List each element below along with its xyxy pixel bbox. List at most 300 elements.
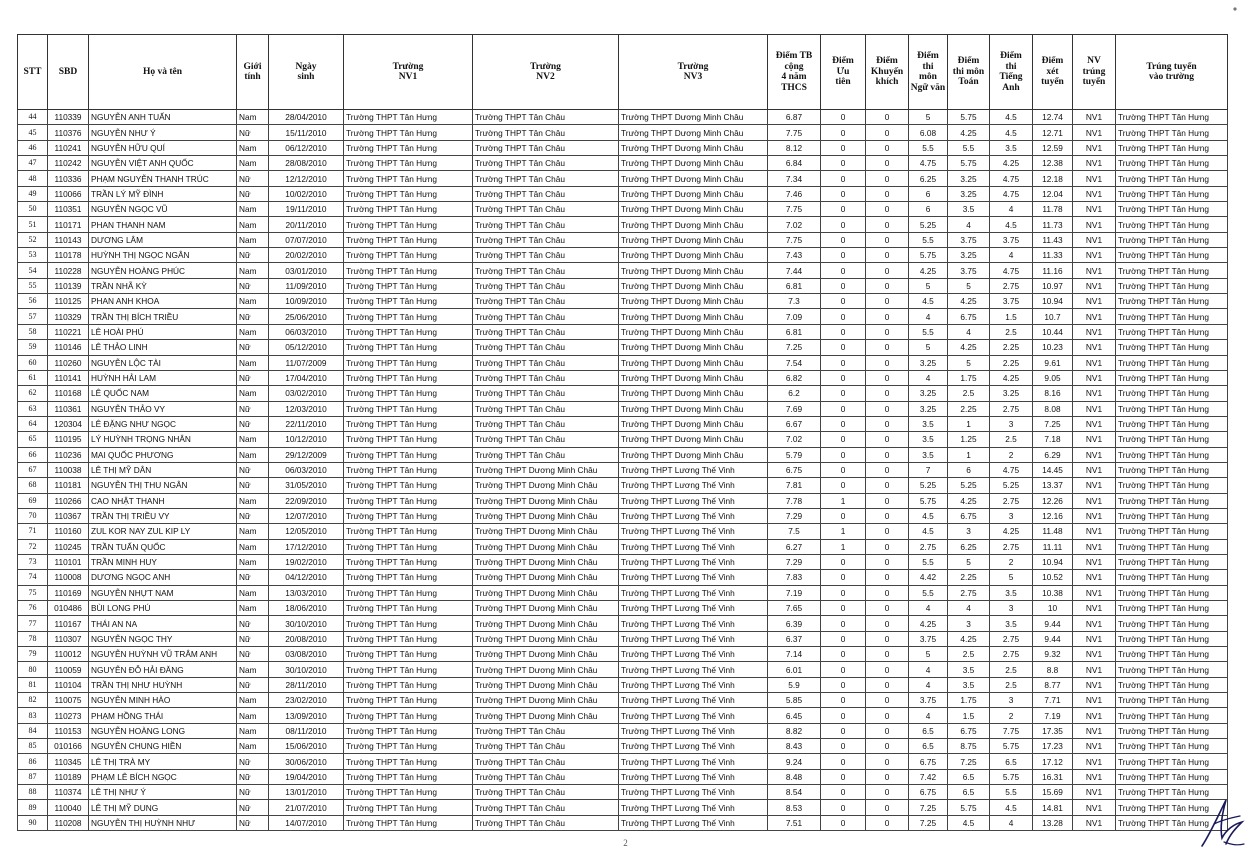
cell-avg-score: 7.19	[768, 585, 821, 600]
cell-total-score: 10.97	[1033, 278, 1073, 293]
cell-dob: 30/10/2010	[269, 662, 344, 677]
cell-stt: 87	[18, 769, 48, 784]
cell-stt: 89	[18, 800, 48, 815]
cell-sbd: 110125	[48, 294, 89, 309]
cell-nv2: Trường THPT Tân Châu	[473, 309, 619, 324]
cell-literature-score: 6.75	[909, 754, 948, 769]
cell-nv1: Trường THPT Tân Hưng	[344, 202, 473, 217]
cell-admitted-choice: NV1	[1073, 462, 1116, 477]
cell-nv2: Trường THPT Dương Minh Châu	[473, 677, 619, 692]
cell-dob: 06/12/2010	[269, 140, 344, 155]
cell-nv2: Trường THPT Tân Châu	[473, 110, 619, 125]
cell-admitted-choice: NV1	[1073, 156, 1116, 171]
cell-math-score: 6.5	[948, 785, 990, 800]
cell-bonus-score: 0	[866, 647, 909, 662]
cell-dob: 22/09/2010	[269, 493, 344, 508]
cell-math-score: 6.75	[948, 723, 990, 738]
cell-math-score: 1	[948, 416, 990, 431]
cell-nv1: Trường THPT Tân Hưng	[344, 585, 473, 600]
cell-total-score: 12.18	[1033, 171, 1073, 186]
cell-literature-score: 4	[909, 677, 948, 692]
cell-stt: 67	[18, 462, 48, 477]
cell-sbd: 110242	[48, 156, 89, 171]
table-row	[18, 585, 1228, 600]
cell-total-score: 12.59	[1033, 140, 1073, 155]
cell-stt: 49	[18, 186, 48, 201]
cell-nv1: Trường THPT Tân Hưng	[344, 263, 473, 278]
cell-priority-score: 0	[821, 401, 866, 416]
header-dob: Ngày sinh	[269, 35, 344, 110]
cell-literature-score: 5	[909, 647, 948, 662]
cell-bonus-score: 0	[866, 432, 909, 447]
cell-nv1: Trường THPT Tân Hưng	[344, 631, 473, 646]
cell-bonus-score: 0	[866, 202, 909, 217]
cell-bonus-score: 0	[866, 493, 909, 508]
cell-dob: 17/04/2010	[269, 370, 344, 385]
cell-gender: Nữ	[237, 815, 269, 830]
cell-admitted-choice: NV1	[1073, 232, 1116, 247]
cell-gender: Nam	[237, 524, 269, 539]
cell-dob: 19/02/2010	[269, 554, 344, 569]
cell-math-score: 4	[948, 217, 990, 232]
table-header	[18, 35, 1228, 110]
cell-name: LÊ THỊ MỸ DUNG	[89, 800, 237, 815]
cell-admitted-school: Trường THPT Tân Hưng	[1116, 355, 1228, 370]
cell-math-score: 6	[948, 462, 990, 477]
cell-nv3: Trường THPT Dương Minh Châu	[619, 263, 768, 278]
cell-total-score: 9.44	[1033, 631, 1073, 646]
cell-name: DƯƠNG LÂM	[89, 232, 237, 247]
cell-priority-score: 0	[821, 462, 866, 477]
cell-admitted-choice: NV1	[1073, 815, 1116, 830]
cell-priority-score: 0	[821, 263, 866, 278]
cell-total-score: 8.8	[1033, 662, 1073, 677]
cell-nv2: Trường THPT Tân Châu	[473, 785, 619, 800]
cell-gender: Nữ	[237, 186, 269, 201]
cell-bonus-score: 0	[866, 754, 909, 769]
cell-avg-score: 6.67	[768, 416, 821, 431]
cell-stt: 79	[18, 647, 48, 662]
table-row	[18, 248, 1228, 263]
cell-gender: Nam	[237, 110, 269, 125]
cell-english-score: 2	[990, 447, 1033, 462]
cell-gender: Nữ	[237, 631, 269, 646]
cell-nv3: Trường THPT Lương Thế Vinh	[619, 785, 768, 800]
cell-gender: Nam	[237, 539, 269, 554]
cell-admitted-choice: NV1	[1073, 386, 1116, 401]
cell-nv1: Trường THPT Tân Hưng	[344, 785, 473, 800]
cell-gender: Nam	[237, 693, 269, 708]
cell-sbd: 110141	[48, 370, 89, 385]
cell-avg-score: 8.48	[768, 769, 821, 784]
cell-nv3: Trường THPT Lương Thế Vinh	[619, 539, 768, 554]
cell-name: LÝ HUỲNH TRỌNG NHÂN	[89, 432, 237, 447]
cell-stt: 58	[18, 324, 48, 339]
cell-avg-score: 7.02	[768, 432, 821, 447]
table-row	[18, 217, 1228, 232]
cell-nv1: Trường THPT Tân Hưng	[344, 769, 473, 784]
cell-bonus-score: 0	[866, 217, 909, 232]
cell-literature-score: 4.5	[909, 524, 948, 539]
cell-admitted-school: Trường THPT Tân Hưng	[1116, 462, 1228, 477]
cell-english-score: 2.75	[990, 493, 1033, 508]
cell-nv2: Trường THPT Dương Minh Châu	[473, 631, 619, 646]
table-row	[18, 171, 1228, 186]
cell-literature-score: 5.5	[909, 585, 948, 600]
cell-avg-score: 7.83	[768, 570, 821, 585]
cell-avg-score: 7.75	[768, 202, 821, 217]
cell-dob: 17/12/2010	[269, 539, 344, 554]
cell-total-score: 16.31	[1033, 769, 1073, 784]
cell-admitted-choice: NV1	[1073, 125, 1116, 140]
cell-avg-score: 6.27	[768, 539, 821, 554]
cell-english-score: 3.75	[990, 232, 1033, 247]
cell-admitted-school: Trường THPT Tân Hưng	[1116, 110, 1228, 125]
table-row	[18, 570, 1228, 585]
cell-bonus-score: 0	[866, 447, 909, 462]
cell-admitted-choice: NV1	[1073, 140, 1116, 155]
cell-english-score: 2.75	[990, 631, 1033, 646]
cell-avg-score: 7.14	[768, 647, 821, 662]
cell-math-score: 5.75	[948, 156, 990, 171]
cell-nv2: Trường THPT Tân Châu	[473, 769, 619, 784]
cell-literature-score: 4.25	[909, 616, 948, 631]
cell-nv2: Trường THPT Tân Châu	[473, 232, 619, 247]
cell-admitted-choice: NV1	[1073, 616, 1116, 631]
cell-admitted-school: Trường THPT Tân Hưng	[1116, 263, 1228, 278]
table-row	[18, 662, 1228, 677]
cell-total-score: 8.77	[1033, 677, 1073, 692]
cell-dob: 30/06/2010	[269, 754, 344, 769]
cell-name: TRẦN MINH HUY	[89, 554, 237, 569]
cell-bonus-score: 0	[866, 416, 909, 431]
cell-nv2: Trường THPT Dương Minh Châu	[473, 601, 619, 616]
cell-math-score: 6.75	[948, 508, 990, 523]
cell-english-score: 4.25	[990, 524, 1033, 539]
cell-bonus-score: 0	[866, 815, 909, 830]
header-sbd: SBD	[48, 35, 89, 110]
cell-dob: 13/01/2010	[269, 785, 344, 800]
cell-math-score: 6.25	[948, 539, 990, 554]
cell-gender: Nam	[237, 662, 269, 677]
cell-english-score: 5.5	[990, 785, 1033, 800]
cell-total-score: 9.05	[1033, 370, 1073, 385]
cell-total-score: 12.16	[1033, 508, 1073, 523]
cell-admitted-school: Trường THPT Tân Hưng	[1116, 340, 1228, 355]
cell-total-score: 10.44	[1033, 324, 1073, 339]
cell-dob: 19/11/2010	[269, 202, 344, 217]
cell-literature-score: 7.25	[909, 815, 948, 830]
header-nv2: Trường NV2	[473, 35, 619, 110]
cell-avg-score: 6.81	[768, 324, 821, 339]
cell-nv2: Trường THPT Dương Minh Châu	[473, 508, 619, 523]
signature-icon	[1196, 794, 1246, 850]
cell-priority-score: 0	[821, 171, 866, 186]
cell-gender: Nam	[237, 232, 269, 247]
cell-total-score: 11.11	[1033, 539, 1073, 554]
table-row	[18, 508, 1228, 523]
cell-dob: 12/07/2010	[269, 508, 344, 523]
cell-nv2: Trường THPT Tân Châu	[473, 263, 619, 278]
table-row	[18, 232, 1228, 247]
cell-bonus-score: 0	[866, 601, 909, 616]
cell-admitted-school: Trường THPT Tân Hưng	[1116, 570, 1228, 585]
cell-priority-score: 0	[821, 785, 866, 800]
cell-priority-score: 0	[821, 125, 866, 140]
table-row	[18, 631, 1228, 646]
cell-gender: Nam	[237, 294, 269, 309]
cell-dob: 12/03/2010	[269, 401, 344, 416]
cell-admitted-school: Trường THPT Tân Hưng	[1116, 370, 1228, 385]
cell-english-score: 2.25	[990, 355, 1033, 370]
cell-avg-score: 7.29	[768, 554, 821, 569]
cell-dob: 21/07/2010	[269, 800, 344, 815]
cell-admitted-choice: NV1	[1073, 355, 1116, 370]
scan-dot-mark	[1232, 6, 1238, 12]
cell-priority-score: 0	[821, 432, 866, 447]
cell-literature-score: 4.42	[909, 570, 948, 585]
cell-literature-score: 6	[909, 186, 948, 201]
cell-total-score: 10.52	[1033, 570, 1073, 585]
cell-gender: Nam	[237, 324, 269, 339]
cell-admitted-choice: NV1	[1073, 677, 1116, 692]
header-avg-score: Điểm TB cộng 4 năm THCS	[768, 35, 821, 110]
cell-literature-score: 6	[909, 202, 948, 217]
cell-math-score: 4	[948, 601, 990, 616]
cell-english-score: 4.75	[990, 462, 1033, 477]
cell-dob: 28/08/2010	[269, 156, 344, 171]
cell-literature-score: 5	[909, 278, 948, 293]
cell-total-score: 13.28	[1033, 815, 1073, 830]
cell-nv2: Trường THPT Tân Châu	[473, 140, 619, 155]
header-gender: Giới tính	[237, 35, 269, 110]
cell-stt: 76	[18, 601, 48, 616]
cell-admitted-school: Trường THPT Tân Hưng	[1116, 416, 1228, 431]
cell-total-score: 6.29	[1033, 447, 1073, 462]
cell-sbd: 010166	[48, 739, 89, 754]
cell-name: HUỲNH HẢI LAM	[89, 370, 237, 385]
cell-name: PHẠM HỒNG THÁI	[89, 708, 237, 723]
cell-nv1: Trường THPT Tân Hưng	[344, 601, 473, 616]
cell-nv1: Trường THPT Tân Hưng	[344, 616, 473, 631]
cell-total-score: 7.19	[1033, 708, 1073, 723]
cell-gender: Nam	[237, 432, 269, 447]
cell-english-score: 4.5	[990, 800, 1033, 815]
cell-math-score: 5.75	[948, 800, 990, 815]
cell-gender: Nữ	[237, 125, 269, 140]
cell-bonus-score: 0	[866, 386, 909, 401]
cell-dob: 13/09/2010	[269, 708, 344, 723]
cell-nv1: Trường THPT Tân Hưng	[344, 278, 473, 293]
cell-english-score: 5.75	[990, 739, 1033, 754]
cell-stt: 57	[18, 309, 48, 324]
cell-nv2: Trường THPT Tân Châu	[473, 800, 619, 815]
cell-english-score: 5.75	[990, 769, 1033, 784]
cell-english-score: 4.25	[990, 156, 1033, 171]
header-priority-score: Điểm Ưu tiên	[821, 35, 866, 110]
cell-stt: 85	[18, 739, 48, 754]
cell-english-score: 6.5	[990, 754, 1033, 769]
cell-gender: Nữ	[237, 171, 269, 186]
cell-nv3: Trường THPT Lương Thế Vinh	[619, 723, 768, 738]
cell-admitted-school: Trường THPT Tân Hưng	[1116, 585, 1228, 600]
table-row	[18, 478, 1228, 493]
table-row	[18, 800, 1228, 815]
cell-stt: 88	[18, 785, 48, 800]
cell-stt: 68	[18, 478, 48, 493]
cell-dob: 25/06/2010	[269, 309, 344, 324]
cell-priority-score: 0	[821, 601, 866, 616]
cell-gender: Nữ	[237, 416, 269, 431]
cell-literature-score: 4.25	[909, 263, 948, 278]
cell-bonus-score: 0	[866, 401, 909, 416]
cell-gender: Nữ	[237, 248, 269, 263]
cell-admitted-choice: NV1	[1073, 370, 1116, 385]
cell-admitted-school: Trường THPT Tân Hưng	[1116, 693, 1228, 708]
cell-english-score: 3	[990, 601, 1033, 616]
cell-nv2: Trường THPT Dương Minh Châu	[473, 647, 619, 662]
cell-nv2: Trường THPT Dương Minh Châu	[473, 570, 619, 585]
cell-admitted-school: Trường THPT Tân Hưng	[1116, 554, 1228, 569]
table-row	[18, 647, 1228, 662]
cell-dob: 10/09/2010	[269, 294, 344, 309]
cell-nv3: Trường THPT Lương Thế Vinh	[619, 754, 768, 769]
cell-total-score: 17.12	[1033, 754, 1073, 769]
cell-total-score: 12.04	[1033, 186, 1073, 201]
cell-literature-score: 3.25	[909, 401, 948, 416]
cell-nv3: Trường THPT Dương Minh Châu	[619, 355, 768, 370]
cell-avg-score: 8.12	[768, 140, 821, 155]
cell-sbd: 110345	[48, 754, 89, 769]
cell-literature-score: 5.5	[909, 324, 948, 339]
cell-admitted-school: Trường THPT Tân Hưng	[1116, 171, 1228, 186]
cell-admitted-school: Trường THPT Tân Hưng	[1116, 539, 1228, 554]
cell-avg-score: 7.65	[768, 601, 821, 616]
cell-admitted-school: Trường THPT Tân Hưng	[1116, 248, 1228, 263]
cell-math-score: 5.75	[948, 110, 990, 125]
cell-name: NGUYỄN HOÀNG LONG	[89, 723, 237, 738]
cell-nv2: Trường THPT Dương Minh Châu	[473, 539, 619, 554]
cell-gender: Nam	[237, 585, 269, 600]
cell-total-score: 12.26	[1033, 493, 1073, 508]
cell-gender: Nữ	[237, 769, 269, 784]
cell-name: LÊ ĐẶNG NHƯ NGỌC	[89, 416, 237, 431]
cell-nv3: Trường THPT Lương Thế Vinh	[619, 800, 768, 815]
header-name: Họ và tên	[89, 35, 237, 110]
cell-priority-score: 1	[821, 493, 866, 508]
cell-english-score: 2.5	[990, 662, 1033, 677]
table-row	[18, 370, 1228, 385]
cell-gender: Nam	[237, 601, 269, 616]
cell-stt: 53	[18, 248, 48, 263]
cell-nv3: Trường THPT Dương Minh Châu	[619, 432, 768, 447]
cell-literature-score: 4	[909, 601, 948, 616]
cell-stt: 84	[18, 723, 48, 738]
cell-literature-score: 4.5	[909, 508, 948, 523]
cell-english-score: 2.75	[990, 278, 1033, 293]
cell-total-score: 10	[1033, 601, 1073, 616]
cell-avg-score: 5.79	[768, 447, 821, 462]
cell-math-score: 3.25	[948, 248, 990, 263]
cell-english-score: 2.75	[990, 647, 1033, 662]
cell-dob: 23/02/2010	[269, 693, 344, 708]
table-row	[18, 156, 1228, 171]
cell-sbd: 110146	[48, 340, 89, 355]
cell-bonus-score: 0	[866, 340, 909, 355]
table-row	[18, 340, 1228, 355]
cell-sbd: 110153	[48, 723, 89, 738]
cell-math-score: 5	[948, 278, 990, 293]
cell-total-score: 17.35	[1033, 723, 1073, 738]
cell-gender: Nam	[237, 140, 269, 155]
cell-literature-score: 4	[909, 662, 948, 677]
cell-sbd: 110178	[48, 248, 89, 263]
cell-bonus-score: 0	[866, 693, 909, 708]
cell-math-score: 7.25	[948, 754, 990, 769]
cell-stt: 83	[18, 708, 48, 723]
cell-math-score: 1.75	[948, 693, 990, 708]
cell-literature-score: 5.5	[909, 232, 948, 247]
cell-admitted-school: Trường THPT Tân Hưng	[1116, 616, 1228, 631]
cell-nv3: Trường THPT Dương Minh Châu	[619, 340, 768, 355]
cell-gender: Nam	[237, 493, 269, 508]
cell-literature-score: 3.25	[909, 355, 948, 370]
cell-nv2: Trường THPT Dương Minh Châu	[473, 524, 619, 539]
cell-nv2: Trường THPT Tân Châu	[473, 739, 619, 754]
cell-bonus-score: 0	[866, 171, 909, 186]
cell-sbd: 110075	[48, 693, 89, 708]
cell-nv2: Trường THPT Tân Châu	[473, 217, 619, 232]
cell-literature-score: 5.75	[909, 493, 948, 508]
cell-english-score: 2	[990, 708, 1033, 723]
cell-avg-score: 6.81	[768, 278, 821, 293]
cell-avg-score: 8.43	[768, 739, 821, 754]
cell-admitted-school: Trường THPT Tân Hưng	[1116, 800, 1228, 815]
cell-math-score: 1.5	[948, 708, 990, 723]
cell-nv3: Trường THPT Dương Minh Châu	[619, 416, 768, 431]
cell-avg-score: 8.82	[768, 723, 821, 738]
cell-avg-score: 7.51	[768, 815, 821, 830]
cell-nv1: Trường THPT Tân Hưng	[344, 570, 473, 585]
cell-admitted-choice: NV1	[1073, 340, 1116, 355]
cell-nv3: Trường THPT Dương Minh Châu	[619, 110, 768, 125]
cell-admitted-choice: NV1	[1073, 723, 1116, 738]
cell-stt: 54	[18, 263, 48, 278]
cell-admitted-choice: NV1	[1073, 539, 1116, 554]
cell-bonus-score: 0	[866, 324, 909, 339]
cell-admitted-school: Trường THPT Tân Hưng	[1116, 278, 1228, 293]
cell-bonus-score: 0	[866, 110, 909, 125]
cell-bonus-score: 0	[866, 248, 909, 263]
header-nv1: Trường NV1	[344, 35, 473, 110]
cell-priority-score: 0	[821, 677, 866, 692]
cell-nv3: Trường THPT Lương Thế Vinh	[619, 769, 768, 784]
cell-priority-score: 0	[821, 370, 866, 385]
cell-sbd: 110104	[48, 677, 89, 692]
cell-english-score: 4.75	[990, 171, 1033, 186]
cell-priority-score: 0	[821, 647, 866, 662]
cell-name: DƯƠNG NGỌC ANH	[89, 570, 237, 585]
cell-math-score: 6.5	[948, 769, 990, 784]
cell-nv1: Trường THPT Tân Hưng	[344, 800, 473, 815]
cell-priority-score: 0	[821, 355, 866, 370]
cell-name: NGUYỄN HOÀNG PHÚC	[89, 263, 237, 278]
cell-sbd: 110167	[48, 616, 89, 631]
cell-priority-score: 0	[821, 662, 866, 677]
cell-avg-score: 6.84	[768, 156, 821, 171]
cell-dob: 18/06/2010	[269, 601, 344, 616]
cell-dob: 14/07/2010	[269, 815, 344, 830]
